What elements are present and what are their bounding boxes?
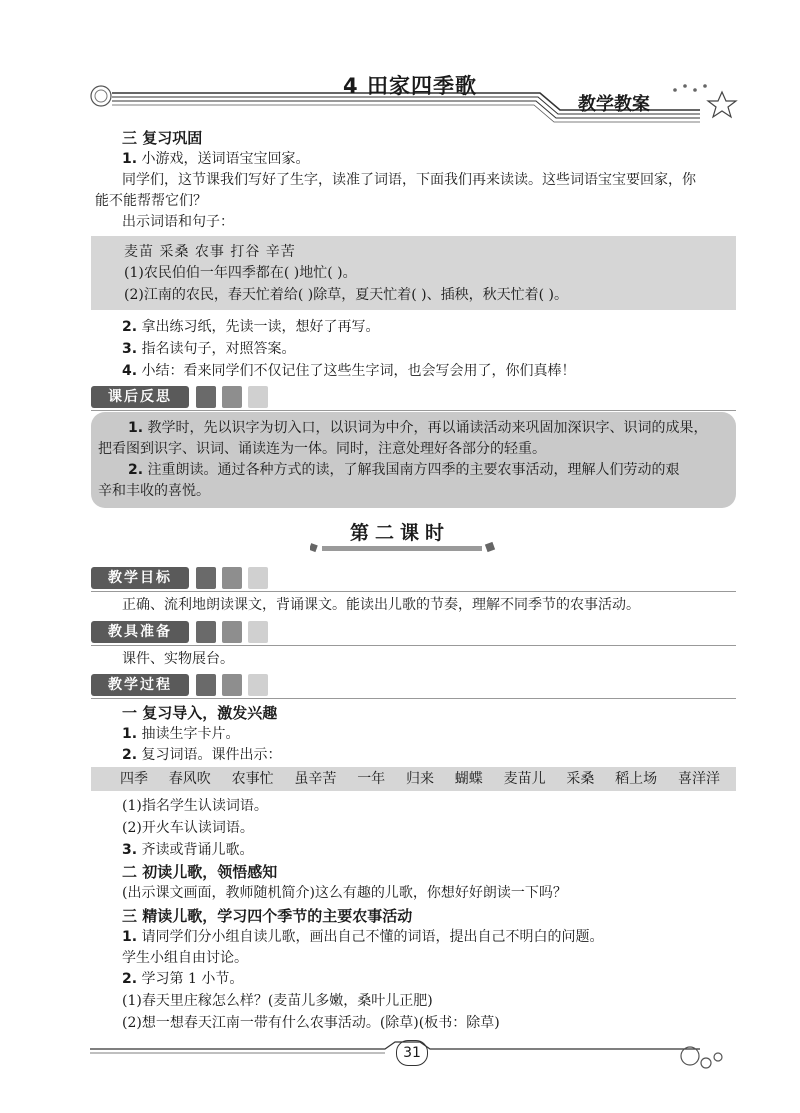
tag-square — [248, 674, 268, 696]
divider — [91, 698, 736, 699]
tag-square — [196, 621, 216, 643]
section-heading: 三 精读儿歌，学习四个季节的主要农事活动 — [122, 907, 413, 925]
exercise-sentence: (1)农民伯伯一年四季都在( )地忙( )。 — [124, 265, 357, 281]
header-decoration — [0, 0, 800, 130]
paragraph-line: 能不能帮帮它们？ — [95, 193, 207, 209]
tag-square — [196, 674, 216, 696]
lesson-title: 第二课时 — [349, 522, 450, 544]
reflection-line: 2. 注重朗读。通过各种方式的读，了解我国南方四季的主要农事活动，理解人们劳动的艰 — [128, 462, 680, 478]
tag-square — [248, 621, 268, 643]
tag-square — [222, 674, 242, 696]
list-item: 4. 小结：看来同学们不仅记住了这些生字词，也会写会用了，你们真棒！ — [122, 363, 576, 379]
word-item: 稻上场 — [615, 771, 658, 787]
reflection-line: 辛和丰收的喜悦。 — [98, 483, 210, 499]
word-item: 春风吹 — [168, 771, 211, 787]
reflection-line: 1. 教学时，先以识字为切入口，以识词为中介，再以诵读活动来巩固加深识字、识词的成果， — [128, 420, 708, 436]
paragraph-line: (出示课文画面，教师随机简介)这么有趣的儿歌，你想好好朗读一下吗？ — [122, 885, 567, 901]
tag-square — [222, 621, 242, 643]
divider — [91, 410, 736, 411]
tag-square — [248, 386, 268, 408]
tag-square — [196, 386, 216, 408]
goal-text: 正确、流利地朗读课文，背诵课文。能读出儿歌的节奏，理解不同季节的农事活动。 — [122, 597, 640, 613]
list-item: 1. 抽读生字卡片。 — [122, 726, 240, 742]
word-item: 喜洋洋 — [677, 771, 720, 787]
paragraph-line: 学生小组自由讨论。 — [122, 950, 248, 966]
list-item: (1)春天里庄稼怎么样？(麦苗儿多嫩，桑叶儿正肥) — [122, 993, 433, 1009]
list-item: (1)指名学生认读词语。 — [122, 798, 268, 814]
list-item: 1. 请同学们分小组自读儿歌，画出自己不懂的词语，提出自己不明白的问题。 — [122, 929, 604, 945]
word-item: 虽辛苦 — [294, 771, 337, 787]
word-item: 采桑 — [566, 771, 595, 787]
tools-text: 课件、实物展台。 — [122, 651, 234, 667]
page-title: 4 田家四季歌 — [343, 74, 477, 98]
title-underline-decoration — [310, 540, 500, 556]
paragraph-line: 出示词语和句子： — [122, 214, 234, 230]
word-strip-words — [120, 768, 720, 790]
section-heading: 三 复习巩固 — [122, 129, 203, 147]
paragraph-line: 同学们，这节课我们写好了生字，读准了词语，下面我们再来读读。这些词语宝宝要回家，你 — [122, 172, 696, 188]
word-item: 一年 — [357, 771, 386, 787]
exercise-sentence: (2)江南的农民，春天忙着给( )除草，夏天忙着( )、插秧，秋天忙着( )。 — [124, 287, 568, 303]
tag-square — [248, 567, 268, 589]
word-item: 农事忙 — [231, 771, 274, 787]
list-item: 2. 复习词语。课件出示： — [122, 747, 282, 763]
word-item: 蝴蝶 — [454, 771, 483, 787]
process-tag: 教学过程 — [91, 674, 189, 696]
goal-tag: 教学目标 — [91, 567, 189, 589]
section-heading: 一 复习导入，激发兴趣 — [122, 704, 278, 722]
reflection-line: 把看图到识字、识词、诵读连为一体。同时，注意处理好各部分的轻重。 — [98, 441, 546, 457]
list-item: 3. 齐读或背诵儿歌。 — [122, 842, 254, 858]
word-item: 麦苗儿 — [503, 771, 546, 787]
exercise-words: 麦苗 采桑 农事 打谷 辛苦 — [124, 244, 296, 260]
list-item: (2)开火车认读词语。 — [122, 820, 254, 836]
reflection-tag: 课后反思 — [91, 386, 189, 408]
list-item: 2. 学习第 1 小节。 — [122, 971, 244, 987]
list-item: 1. 小游戏，送词语宝宝回家。 — [122, 151, 310, 167]
list-item: 3. 指名读句子，对照答案。 — [122, 341, 296, 357]
divider — [91, 591, 736, 592]
section-heading: 二 初读儿歌，领悟感知 — [122, 863, 278, 881]
tag-square — [222, 386, 242, 408]
tag-square — [222, 567, 242, 589]
book-label: 教学教案 — [578, 94, 650, 115]
word-item: 四季 — [120, 771, 148, 787]
tools-tag: 教具准备 — [91, 621, 189, 643]
word-item: 归来 — [405, 771, 434, 787]
page-number: 31 — [396, 1040, 428, 1066]
list-item: 2. 拿出练习纸，先读一读，想好了再写。 — [122, 319, 380, 335]
tag-square — [196, 567, 216, 589]
list-item: (2)想一想春天江南一带有什么农事活动。(除草)(板书：除草) — [122, 1015, 500, 1031]
divider — [91, 645, 736, 646]
